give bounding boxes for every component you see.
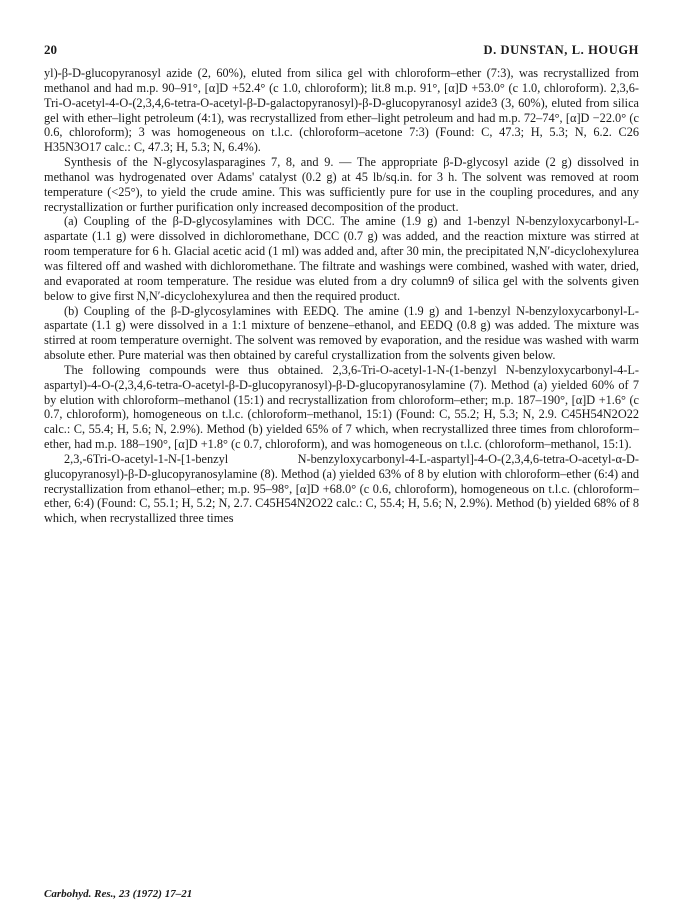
paragraph-compound-7: The following compounds were thus obtained. 2,3,6-Tri-O-acetyl-1-N-(1-benzyl N-benzyloxycarbonyl-4-L-aspartyl)-4-O-(2,3,4,6-tetra-O-acetyl-β-D-glucopyranosyl)-β-D-glucopyranosylamine (7). Method (a) yielded 60% of 7 by elution with chloroform–methanol (15:1) and recrystallization from chloroform–ether; m.p. 187–190°, [α]D +1.6° (c 0.7, chloroform), homogeneous on t.l.c. (chloroform–methanol, 15:1) (Found: C, 55.2; H, 5.3; N, 2.9. C45H54N2O22 calc.: C, 55.4; H, 5.6; N, 2.9%). Method (b) yielded 65% of 7 which, when recrystallized three times from chloroform–ether, had m.p. 188–190°, [α]D +1.8° (c 0.7, chloroform), and was homogeneous on t.l.c. (chloroform–methanol, 15:1). — [44, 362, 639, 452]
paragraph-synthesis: Synthesis of the N-glycosylasparagines 7, 8, and 9. — The appropriate β-D-glycosyl azide (2 g) dissolved in methanol was hydrogenated over Adams' catalyst (0.2 g) at 45 lb/sq.in. for 3 h. The solvent was removed at room temperature (<25°), to yield the crude amine. This was sufficiently pure for use in the coupling procedures, and any recrystallization or further purification only increased decomposition of the product. — [44, 155, 639, 214]
paragraph-azide-data: yl)-β-D-glucopyranosyl azide (2, 60%), eluted from silica gel with chloroform–ether (7:3), was recrystallized from methanol and had m.p. 90–91°, [α]D +52.4° (c 1.0, chloroform); lit.8 m.p. 91°, [α]D +53.0° (c 1.0, chloroform). 2,3,6-Tri-O-acetyl-4-O-(2,3,4,6-tetra-O-acetyl-β-D-galactopyranosyl)-β-D-glucopyranosyl azide3 (3, 60%), eluted from silica gel with ether–light petroleum (4:1), was recrystallized from ether–light petroleum and had m.p. 72–74°, [α]D −22.0° (c 0.6, chloroform); 3 was homogeneous on t.l.c. (chloroform–acetone 7:3) (Found: C, 47.3; H, 5.3; N, 6.2. C26 H35N3O17 calc.: C, 47.3; H, 5.3; N, 6.4%). — [44, 66, 639, 155]
paragraph-compound-8: 2,3,-6Tri-O-acetyl-1-N-[1-benzyl N-benzyloxycarbonyl-4-L-aspartyl]-4-O-(2,3,4,6-tetra-O-acetyl-α-D-glucopyranosyl)-β-D-glucopyranosylamine (8). Method (a) yielded 63% of 8 by elution with chloroform–ether (6:4) and recrystallization from ethanol–ether; m.p. 95–98°, [α]D +68.0° (c 0.6, chloroform), homogeneous on t.l.c. (chloroform–ether, 6:4) (Found: C, 55.1; H, 5.2; N, 2.7. C45H54N2O22 calc.: C, 55.4; H, 5.6; N, 2.9%). Method (b) yielded 68% of 8 which, when recrystallized three times — [44, 451, 639, 526]
page-header — [44, 42, 639, 58]
running-head-authors: D. DUNSTAN, L. HOUGH — [483, 43, 639, 57]
paragraph-dcc-coupling: (a) Coupling of the β-D-glycosylamines with DCC. The amine (1.9 g) and 1-benzyl N-benzyloxycarbonyl-L-aspartate (1.1 g) were dissolved in dichloromethane, DCC (0.7 g) was added, and the reaction mixture was stirred at room temperature for 6 h. Glacial acetic acid (1 ml) was added and, after 30 min, the precipitated N,N′-dicyclohexylurea was filtered off and washed with dichloromethane. The filtrate and washings were combined, washed with water, dried, and evaporated at room temperature. The residue was eluted from a dry column9 of silica gel with the solvents given below to give first N,N′-dicyclohexylurea and then the required product. — [44, 214, 639, 303]
article-body — [44, 66, 639, 526]
journal-footer: Carbohyd. Res., 23 (1972) 17–21 — [44, 888, 193, 900]
paragraph-eedq-coupling: (b) Coupling of the β-D-glycosylamines with EEDQ. The amine (1.9 g) and 1-benzyl N-benzyloxycarbonyl-L-aspartate (1.1 g) were dissolved in a 1:1 mixture of benzene–ethanol, and EEDQ (0.8 g) was added. The mixture was stirred at room temperature overnight. The solvent was removed by evaporation, and the residue was washed with warm absolute ether. Pure material was then obtained by careful crystallization from the solvents given below. — [44, 303, 639, 363]
page-number: 20 — [44, 42, 57, 57]
